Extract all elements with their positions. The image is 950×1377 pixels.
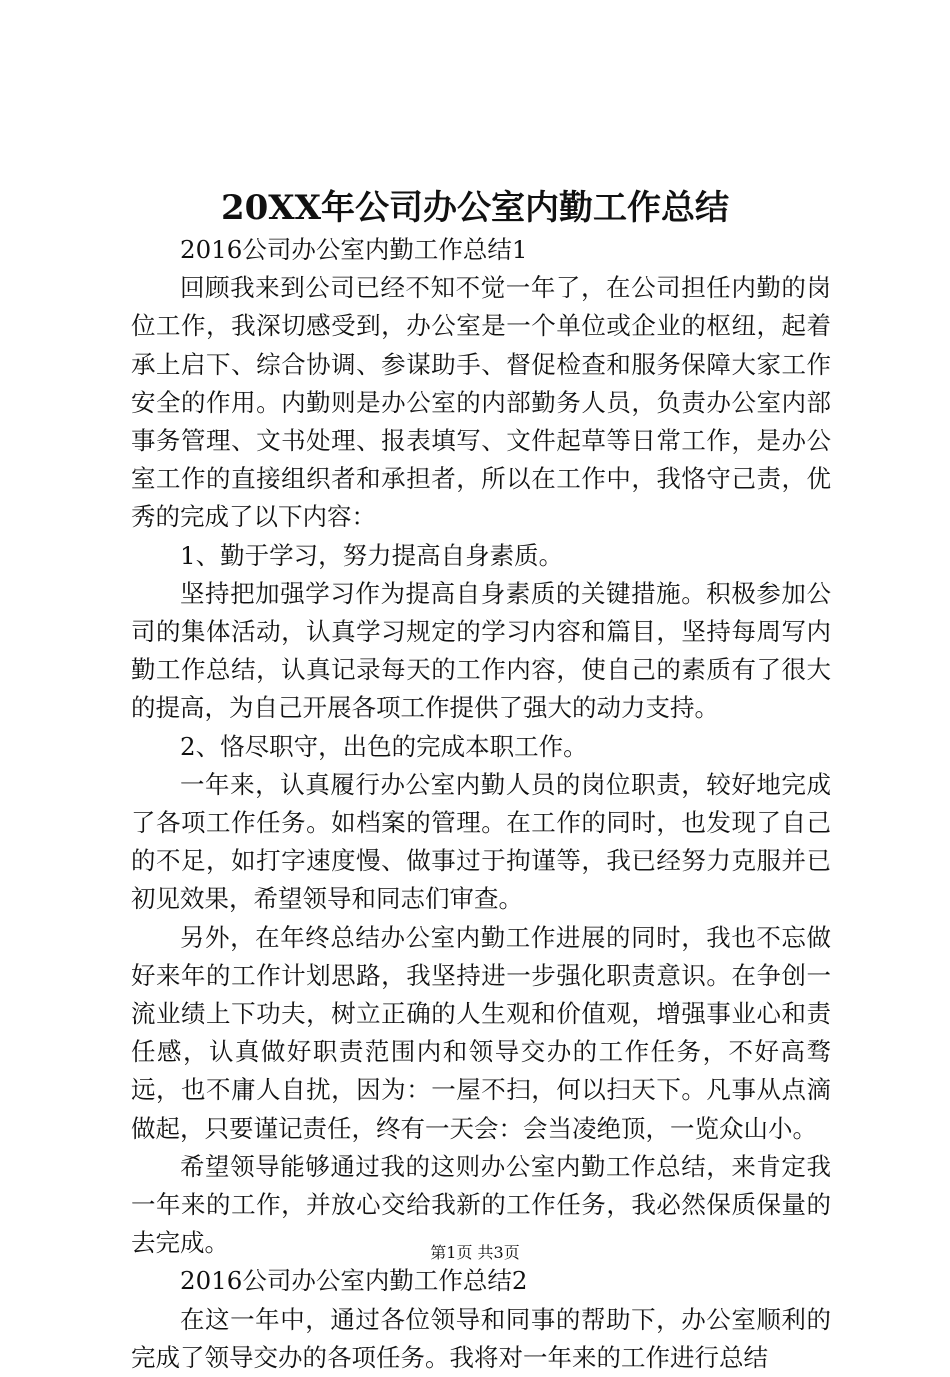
- document-body: [131, 231, 831, 1377]
- section-heading-1: 2016公司办公室内勤工作总结1: [180, 235, 528, 264]
- paragraph-plan: 另外，在年终总结办公室内勤工作进展的同时，我也不忘做好来年的工作计划思路，我坚持进一步强化职责意识。在争创一流业绩上下功夫，树立正确的人生观和价值观，增强事业心和责任感，认真做好职责范围内和领导交办的工作任务，不好高骛远，也不庸人自扰，因为：一屋不扫，何以扫天下。凡事从点滴做起，只要谨记责任，终有一天会：会当凌绝顶，一览众山小。: [131, 922, 831, 1143]
- paragraph-study: 坚持把加强学习作为提高自身素质的关键措施。积极参加公司的集体活动，认真学习规定的学习内容和篇目，坚持每周写内勤工作总结，认真记录每天的工作内容，使自己的素质有了很大的提高，为自己开展各项工作提供了强大的动力支持。: [131, 578, 831, 723]
- paragraph-duties: 一年来，认真履行办公室内勤人员的岗位职责，较好地完成了各项工作任务。如档案的管理。在工作的同时，也发现了自己的不足，如打字速度慢、做事过于拘谨等，我已经努力克服并已初见效果，希望领导和同志们审查。: [131, 769, 831, 914]
- section-heading-2: 2016公司办公室内勤工作总结2: [180, 1266, 528, 1296]
- list-item-1: 1、勤于学习，努力提高自身素质。: [180, 540, 564, 570]
- paragraph-summary: 在这一年中，通过各位领导和同事的帮助下，办公室顺利的完成了领导交办的各项任务。我将对一年来的工作进行总结: [131, 1304, 831, 1372]
- paragraph-hope: 希望领导能够通过我的这则办公室内勤工作总结，来肯定我一年来的工作，并放心交给我新的工作任务，我必然保质保量的去完成。: [131, 1151, 831, 1258]
- page-number: 第1页 共3页: [430, 1243, 520, 1262]
- paragraph-intro: 回顾我来到公司已经不知不觉一年了，在公司担任内勤的岗位工作，我深切感受到，办公室是一个单位或企业的枢纽，起着承上启下、综合协调、参谋助手、督促检查和服务保障大家工作安全的作用。内勤则是办公室的内部勤务人员，负责办公室内部事务管理、文书处理、报表填写、文件起草等日常工作，是办公室工作的直接组织者和承担者，所以在工作中，我恪守己责，优秀的完成了以下内容：: [131, 273, 831, 532]
- list-item-2: 2、恪尽职守，出色的完成本职工作。: [180, 731, 588, 761]
- document-title: 20XX年公司办公室内勤工作总结: [220, 188, 730, 228]
